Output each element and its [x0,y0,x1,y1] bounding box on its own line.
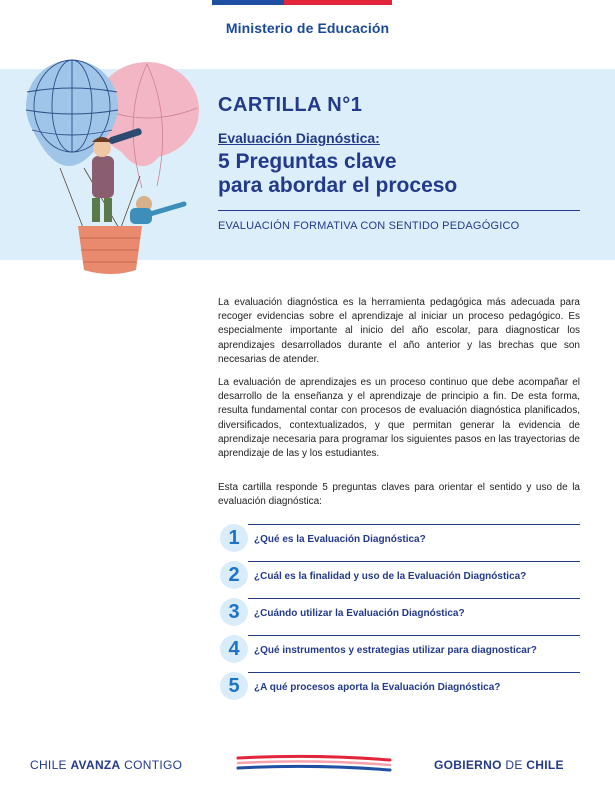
summary-paragraph: Esta cartilla responde 5 preguntas claves para orientar el sentido y uso de la evaluación diagnóstica: [218,482,580,508]
question-number: 1 [220,524,248,552]
question-item-4[interactable] [218,631,580,668]
flag-stripe [212,0,392,5]
question-item-2[interactable] [218,557,580,594]
questions-list [218,520,580,705]
document-subtitle: Evaluación Diagnóstica: [218,130,380,146]
question-item-3[interactable] [218,594,580,631]
question-text[interactable]: ¿Qué instrumentos y estrategias utilizar para diagnosticar? [254,645,537,656]
flag-stripe-blue [212,0,284,5]
question-number: 2 [220,561,248,589]
question-text[interactable]: ¿Cuál es la finalidad y uso de la Evaluación Diagnóstica? [254,571,527,582]
question-text[interactable]: ¿Cuándo utilizar la Evaluación Diagnóstica? [254,608,465,619]
question-divider [248,561,580,562]
question-number: 5 [220,672,248,700]
cartilla-number: CARTILLA N°1 [218,94,363,116]
question-divider [248,524,580,525]
child-pointing [130,196,184,224]
flag-stripe-red [284,0,392,5]
footer-right-word-1: GOBIERNO [434,758,502,772]
document-title [218,150,578,198]
question-divider [248,635,580,636]
footer-left-word-3: CONTIGO [120,758,183,772]
pink-balloon-bottom [107,120,177,166]
hot-air-balloon-illustration [12,58,202,278]
chile-avanza-contigo-logo [30,758,182,772]
question-divider [248,598,580,599]
title-line-2: para abordar el proceso [218,174,458,197]
intro-paragraph: La evaluación diagnóstica es la herramienta pedagógica más adecuada para recoger evidencias sobre el aprendizaje al iniciar un proceso pedagógico. Es especialmente importante al inicio del año escolar, para diagnosticar los aprendizajes desarrollados durante el año anterior y las brechas que son necesarias de atender. [218,297,580,365]
title-line-1: 5 Preguntas clave [218,150,397,173]
footer-right-word-2: DE [501,758,527,772]
question-item-1[interactable] [218,520,580,557]
footer-left-word-1: CHILE [30,758,71,772]
gobierno-de-chile-logo [434,758,564,772]
header-divider [218,210,580,211]
question-item-5[interactable] [218,668,580,705]
question-text[interactable]: ¿A qué procesos aporta la Evaluación Diagnóstica? [254,682,501,693]
footer-left-word-2: AVANZA [70,758,121,772]
question-divider [248,672,580,673]
ministry-name: Ministerio de Educación [225,20,390,36]
question-number: 4 [220,635,248,663]
flag-swoosh-logo [234,752,394,774]
tagline: EVALUACIÓN FORMATIVA CON SENTIDO PEDAGÓGICO [218,220,520,232]
process-paragraph: La evaluación de aprendizajes es un proceso continuo que debe acompañar el desarrollo de la enseñanza y el aprendizaje de principio a fin. De esta forma, resulta fundamental contar con procesos de evaluación diagnóstica planificados, diversificados, contextualizados, y que permitan generar la evidencia de aprendizaje necesaria para programar los siguientes pasos en las trayectorias de aprendizaje de las y los estudiantes. [218,377,580,460]
question-number: 3 [220,598,248,626]
question-text[interactable]: ¿Qué es la Evaluación Diagnóstica? [254,534,426,545]
footer-right-word-3: CHILE [526,758,564,772]
